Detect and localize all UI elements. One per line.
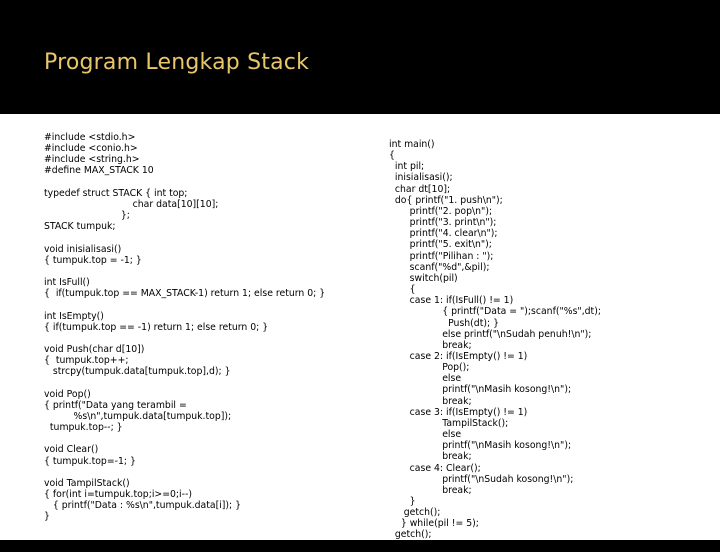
code-block-functions: #include <stdio.h> #include <conio.h> #include <string.h> #define MAX_STACK 10 typedef struct STACK { int top; char data[10][10]; }; STACK tumpuk; void inisialisasi() { tumpuk.top = -1; } int IsFull() { if(tumpuk.top == MAX_STACK-1) return 1; else return 0; } int IsEmpty() { if(tumpuk.top == -1) return 1; else return 0; } void Push(char d[10]) { tumpuk.top++; strcpy(tumpuk.data[tumpuk.top],d); } void Pop() { printf("Data yang terambil = %s\n",tumpuk.data[tumpuk.top]); tumpuk.top--; } void Clear() { tumpuk.top=-1; } void TampilStack() { for(int i=tumpuk.top;i>=0;i--) { printf("Data : %s\n",tumpuk.data[i]); } } <box>44 132 326 523</box>
code-block-main: int main() { int pil; inisialisasi(); char dt[10]; do{ printf("1. push\n"); printf("2. pop\n"); printf("3. print\n"); printf("4. clear\n"); printf("5. exit\n"); printf("Pilihan : "); scanf("%d",&pil); switch(pil) { case 1: if(IsFull() != 1) { printf("Data = ");scanf("%s",dt); Push(dt); } else printf("\nSudah penuh!\n"); break; case 2: if(IsEmpty() != 1) Pop(); else printf("\nMasih kosong!\n"); break; case 3: if(IsEmpty() != 1) TampilStack(); else printf("\nMasih kosong!\n"); break; case 4: Clear(); printf("\nSudah kosong!\n"); break; } getch(); } while(pil != 5); getch(); } <box>389 139 601 552</box>
slide-title: Program Lengkap Stack <box>44 50 310 75</box>
